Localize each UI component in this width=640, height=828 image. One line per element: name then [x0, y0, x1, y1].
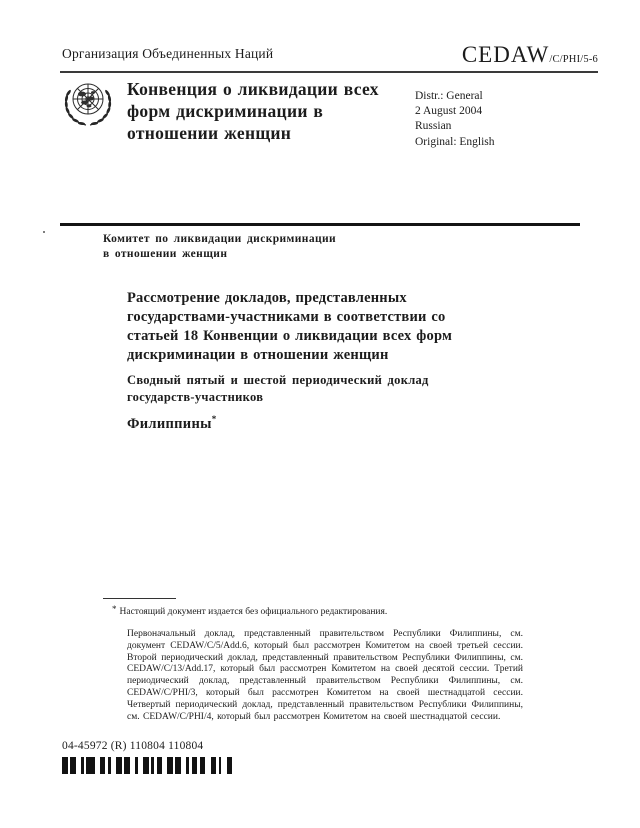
- distribution-language: Russian: [415, 120, 452, 133]
- distribution-original: Original: English: [415, 135, 495, 148]
- distribution-date: 2 August 2004: [415, 105, 483, 118]
- ink-speck: [43, 231, 45, 233]
- report-subtitle-line: государств-участников: [127, 389, 264, 404]
- footnote-report-history: Первоначальный доклад, представленный правительством Республики Филиппины, см. документ CEDAW/C/5/Add.6, который был рассмотрен Комитетом на своей третьей сессии. Второй периодический доклад, представленный правительством Республики Филиппины, см. CEDAW/C/13/Add.17, который был рассмотрен Комитетом на своей десятой сессии. Третий периодический доклад, представленный правительством Республики Филиппины, см. CEDAW/C/PHI/3, который был рассмотрен Комитетом на своей шестнадцатой сессии. Четвертый периодический доклад, представленный правительством Республики Филиппины, см. CEDAW/C/PHI/4, который был рассмотрен Комитетом на своей шестнадцатой сессии.: [127, 629, 523, 722]
- header-rule: [60, 71, 598, 73]
- convention-title: [127, 78, 407, 144]
- footnote-editorial-text: Настоящий документ издается без официального редактирования.: [119, 607, 388, 617]
- distribution-type: Distr.: General: [415, 90, 483, 102]
- committee-heading-line: Комитет по ликвидации дискриминации: [103, 233, 337, 245]
- document-symbol: [462, 42, 598, 68]
- convention-title-line: форм дискриминации в: [127, 101, 324, 121]
- report-title-line: Рассмотрение докладов, представленных: [127, 290, 407, 306]
- state-party-heading: [127, 414, 217, 433]
- footnote-marker: *: [112, 604, 117, 614]
- committee-heading-line: в отношении женщин: [103, 247, 228, 260]
- convention-title-line: отношении женщин: [127, 123, 292, 143]
- footnote-reference-marker: *: [211, 414, 217, 424]
- job-number: 04-45972 (R) 110804 110804: [62, 740, 204, 752]
- organization-name: Организация Объединенных Наций: [62, 46, 274, 61]
- document-symbol-main: CEDAW: [461, 42, 550, 67]
- section-rule: [60, 223, 580, 226]
- report-subtitle-line: Сводный пятый и шестой периодический доклад: [127, 373, 429, 387]
- report-title-line: государствами-участниками в соответствии со: [127, 309, 446, 325]
- report-title-line: дискриминации в отношении женщин: [127, 347, 389, 363]
- barcode: [62, 757, 232, 774]
- footnote-editorial: [112, 604, 522, 619]
- un-emblem-icon: [59, 79, 117, 128]
- convention-title-line: Конвенция о ликвидации всех: [127, 79, 379, 99]
- footnote-rule: [103, 598, 176, 599]
- distribution-block: [415, 89, 495, 150]
- state-party-name: Филиппины: [127, 415, 212, 432]
- document-symbol-suffix: /C/PHI/5-6: [549, 54, 598, 65]
- committee-heading: [103, 232, 336, 261]
- report-title-line: статьей 18 Конвенции о ликвидации всех форм: [127, 328, 453, 344]
- report-subtitle: [127, 372, 429, 405]
- report-title: [127, 289, 452, 365]
- un-emblem-logo: [59, 79, 117, 133]
